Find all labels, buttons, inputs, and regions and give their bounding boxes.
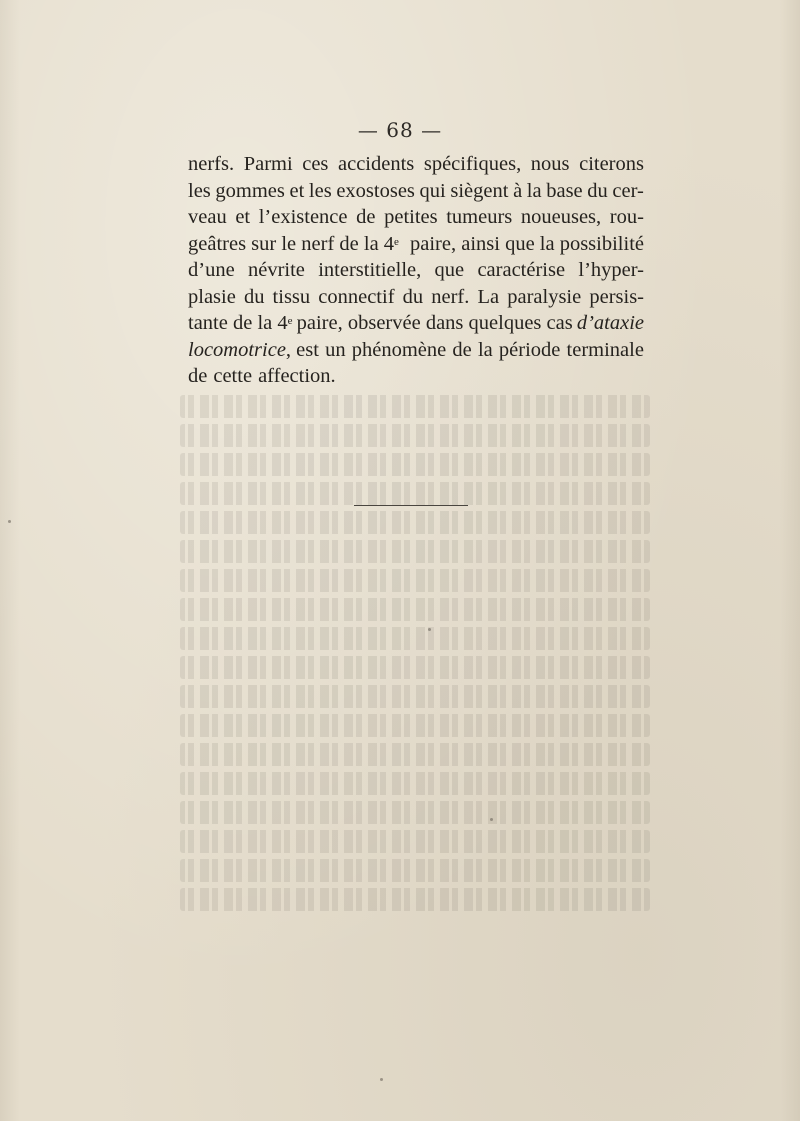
paper-speck xyxy=(490,818,493,821)
text-line: les gommes et les exostoses qui siègent à la base du cer- xyxy=(188,179,644,202)
text-line: veau et l’existence de petites tumeurs noueuses, rou- xyxy=(188,206,644,228)
italic-term: d’ataxie xyxy=(576,312,644,334)
paragraph xyxy=(188,151,644,390)
text-line: plasie du tissu connectif du nerf. La paralysie persis- xyxy=(188,285,644,308)
superscript: e xyxy=(394,235,399,248)
text-line: de cette affection. xyxy=(188,365,336,387)
paper-speck xyxy=(8,520,11,523)
italic-term: locomotrice xyxy=(188,338,286,361)
page-number: — 68 — xyxy=(357,118,443,142)
superscript: e xyxy=(287,315,293,327)
text-line: locomotrice, est un phénomène de la période terminale xyxy=(188,338,644,361)
bleed-through-text xyxy=(180,395,650,955)
paper-speck xyxy=(380,1078,383,1081)
paper-speck xyxy=(428,628,431,631)
text-line: tante de la 4e paire, observée dans quelques cas d’ataxie xyxy=(188,310,644,337)
text-line: d’une névrite interstitielle, que caractérise l’hyper- xyxy=(188,259,644,281)
text-line: nerfs. Parmi ces accidents spécifiques, nous citerons xyxy=(188,153,644,175)
section-divider xyxy=(354,505,468,506)
text-line: geâtres sur le nerf de la 4e paire, ainsi que la possibilité xyxy=(188,232,644,255)
